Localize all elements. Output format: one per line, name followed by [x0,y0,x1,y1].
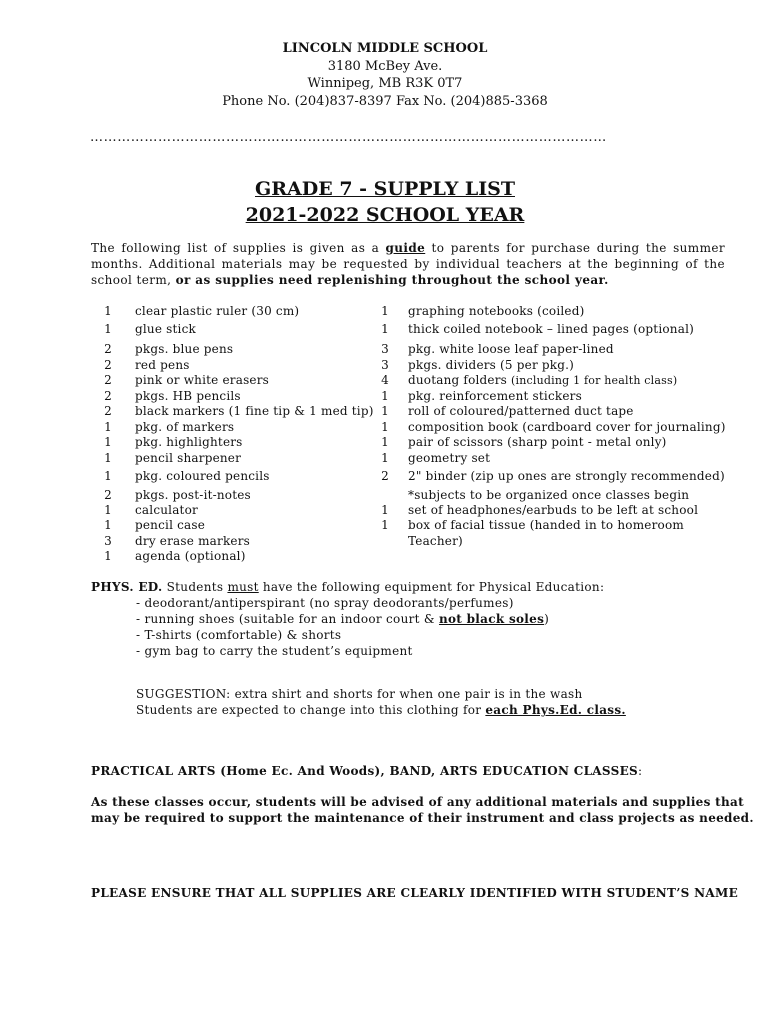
left-supply-item-text: pkgs. HB pencils [135,389,241,403]
left-supply-item-text: pkg. of markers [135,420,235,434]
right-supply-item [408,503,698,519]
right-supply-item-text: 2" binder (zip up ones are strongly recommended) [408,469,725,483]
right-supply-item [408,435,667,451]
left-supply-item-text: dry erase markers [135,534,251,548]
left-supply-qty: 3 [104,534,112,548]
right-supply-item [408,389,582,405]
left-supply-qty: 1 [104,469,112,483]
left-supply-item [135,304,299,320]
each-class: each Phys.Ed. class. [485,703,626,717]
left-supply-item-text: calculator [135,503,198,517]
practical-arts-heading [91,763,642,779]
phys-ed-item-shoes [136,612,549,628]
right-supply-item-text: pkg. white loose leaf paper-lined [408,342,614,356]
left-supply-qty: 1 [104,420,112,434]
dotted-divider: …………………………………………………………………………………………………… [90,130,607,145]
right-supply-item-text: set of headphones/earbuds to be left at school [408,503,699,517]
school-phone-fax: Phone No. (204)837-8397 Fax No. (204)885-3368 [222,93,548,109]
left-supply-qty: 1 [104,451,112,465]
left-supply-qty: 1 [104,518,112,532]
right-supply-qty: 1 [381,322,389,336]
right-supply-item [408,322,694,338]
right-supply-qty: 1 [381,304,389,318]
phys-ed-label: PHYS. ED. [91,580,163,594]
left-supply-qty: 1 [104,322,112,336]
footer-notice: PLEASE ENSURE THAT ALL SUPPLIES ARE CLEARLY IDENTIFIED WITH STUDENT’S NAME [91,886,739,900]
left-supply-item [135,503,198,519]
right-supply-qty: 1 [381,389,389,403]
right-supply-qty: 3 [381,358,389,372]
left-supply-item-text: agenda (optional) [135,549,246,563]
right-supply-item [408,373,677,389]
right-supply-qty: 1 [381,503,389,517]
right-supply-item-text: roll of coloured/patterned duct tape [408,404,634,418]
intro-paragraph [91,240,725,288]
school-name: LINCOLN MIDDLE SCHOOL [282,41,488,56]
right-supply-qty: 4 [381,373,389,387]
left-supply-item [135,342,233,358]
right-supply-item-text: *subjects to be organized once classes begin [408,488,690,502]
left-supply-item [135,488,251,504]
left-supply-item [135,469,270,485]
right-supply-item-text: Teacher) [408,534,463,548]
left-supply-qty: 2 [104,488,112,502]
school-header [0,40,770,110]
right-supply-item [408,304,584,320]
intro-text-a: The following list of supplies is given as a [91,241,386,255]
left-supply-item-text: pencil sharpener [135,451,242,465]
left-supply-qty: 2 [104,342,112,356]
right-supply-item-text: pkgs. dividers (5 per pkg.) [408,358,575,372]
right-supply-item-text: composition book (cardboard cover for journaling) [408,420,726,434]
left-supply-qty: 2 [104,404,112,418]
right-supply-qty: 1 [381,451,389,465]
left-supply-item [135,389,241,405]
title-year: 2021-2022 SCHOOL YEAR [245,204,525,226]
left-supply-item [135,420,234,436]
right-supply-qty: 2 [381,469,389,483]
right-supply-item-text: duotang folders [408,373,508,387]
left-supply-item-text: pencil case [135,518,206,532]
practical-line-1: As these classes occur, students will be advised of any additional materials and supplies that [91,795,744,809]
right-supply-qty: 1 [381,420,389,434]
left-supply-item [135,549,246,565]
right-supply-item-text: thick coiled notebook – lined pages (optional) [408,322,694,336]
right-supply-qty: 1 [381,518,389,532]
school-address: 3180 McBey Ave. [327,58,443,74]
left-supply-item-text: pkg. highlighters [135,435,243,449]
right-supply-item [408,404,634,420]
phys-ed-intro-a: Students [162,580,228,594]
intro-bold-tail: or as supplies need replenishing throughout the school year. [175,273,609,287]
phys-ed-intro [91,580,604,596]
left-supply-qty: 2 [104,358,112,372]
right-supply-item [408,420,726,436]
left-supply-qty: 2 [104,389,112,403]
left-supply-item-text: pkgs. post-it-notes [135,488,251,502]
left-supply-qty: 2 [104,373,112,387]
right-supply-item-text: pair of scissors (sharp point - metal only) [408,435,667,449]
right-supply-item [408,518,684,534]
left-supply-item [135,534,250,550]
not-black-soles: not black soles [438,612,545,626]
left-supply-item [135,518,205,534]
left-supply-item-text: pkg. coloured pencils [135,469,270,483]
phys-ed-item-tshirts: - T-shirts (comfortable) & shorts [136,628,342,642]
left-supply-item [135,435,243,451]
left-supply-item-text: clear plastic ruler (30 cm) [135,304,300,318]
left-supply-item [135,404,374,420]
practical-heading-colon: : [638,764,643,778]
right-supply-item [408,451,490,467]
practical-heading-text: PRACTICAL ARTS (Home Ec. And Woods), BAND, ARTS EDUCATION CLASSES [91,764,638,778]
left-supply-item [135,358,190,374]
left-supply-qty: 1 [104,435,112,449]
intro-guide: guide [385,241,426,255]
right-supply-item-note: (including 1 for health class) [511,374,678,387]
left-supply-qty: 1 [104,549,112,563]
shoes-text: - running shoes (suitable for an indoor court & [136,612,439,626]
left-supply-item [135,322,196,338]
right-supply-item-text: graphing notebooks (coiled) [408,304,585,318]
right-supply-item-text: geometry set [408,451,491,465]
right-supply-item [408,358,574,374]
shoes-close: ) [544,612,550,626]
right-supply-qty: 1 [381,404,389,418]
right-supply-item-text: pkg. reinforcement stickers [408,389,582,403]
left-supply-item-text: red pens [135,358,190,372]
phys-ed-change-note [136,703,626,719]
title-grade: GRADE 7 - SUPPLY LIST [255,178,515,200]
left-supply-qty: 1 [104,503,112,517]
left-supply-item [135,451,241,467]
right-supply-item [408,342,614,358]
left-supply-qty: 1 [104,304,112,318]
right-supply-qty: 3 [381,342,389,356]
change-text: Students are expected to change into this clothing for [136,703,486,717]
phys-ed-item-gym-bag: - gym bag to carry the student’s equipment [136,644,413,658]
right-supply-item [408,534,463,550]
left-supply-item-text: glue stick [135,322,196,336]
right-supply-item [408,488,689,504]
left-supply-item-text: black markers (1 fine tip & 1 med tip) [135,404,374,418]
right-supply-item [408,469,725,485]
practical-line-2: may be required to support the maintenance of their instrument and class projects as needed. [91,811,754,825]
left-supply-item-text: pink or white erasers [135,373,270,387]
phys-ed-item-deodorant: - deodorant/antiperspirant (no spray deodorants/perfumes) [136,596,514,610]
left-supply-item [135,373,269,389]
right-supply-item-text: box of facial tissue (handed in to homeroom [408,518,684,532]
phys-ed-suggestion: SUGGESTION: extra shirt and shorts for when one pair is in the wash [136,687,583,701]
right-supply-qty: 1 [381,435,389,449]
phys-ed-intro-b: have the following equipment for Physical Education: [258,580,605,594]
phys-ed-must: must [227,580,259,594]
intro-text-b: to parents for purchase during the summer months. Additional materials may be requested by individual teachers at the beginning of the school term, [91,241,725,287]
school-city: Winnipeg, MB R3K 0T7 [307,76,463,91]
left-supply-item-text: pkgs. blue pens [135,342,234,356]
